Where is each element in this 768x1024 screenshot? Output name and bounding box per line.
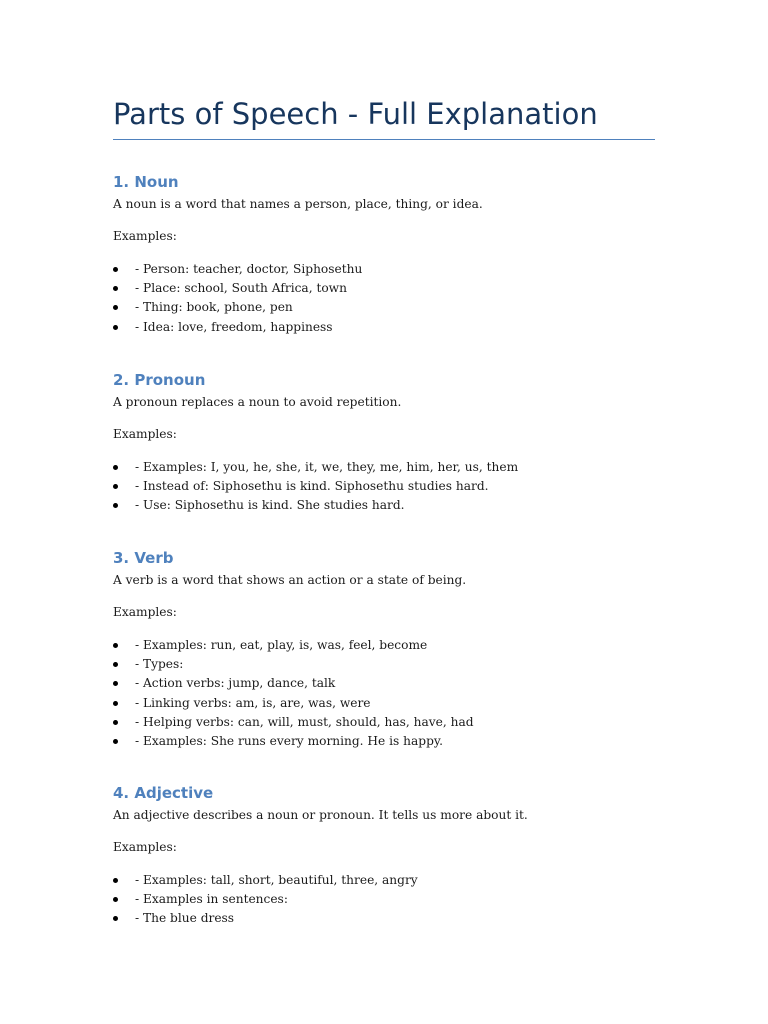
list-item-text: - Use: Siphosethu is kind. She studies hard.: [135, 498, 405, 513]
bullet-icon: [113, 897, 118, 902]
bullet-icon: [113, 325, 118, 330]
list-item: [113, 260, 673, 279]
list-item-text: - Helping verbs: can, will, must, should, has, have, had: [135, 714, 474, 729]
list-item-text: - The blue dress: [135, 911, 235, 926]
list-item: [113, 636, 673, 655]
section-definition: A verb is a word that shows an action or a state of being.: [113, 573, 467, 587]
bullet-icon: [113, 465, 118, 470]
list-item: [113, 713, 673, 732]
list-item-text: - Action verbs: jump, dance, talk: [135, 676, 336, 691]
bullet-icon: [113, 267, 118, 272]
section-adjective: [113, 783, 673, 929]
list-item: [113, 890, 673, 909]
bullet-icon: [113, 503, 118, 508]
bullet-icon: [113, 286, 118, 291]
bullet-icon: [113, 662, 118, 667]
list-item: [113, 871, 673, 890]
section-noun: [113, 172, 673, 337]
list-item-text: - Place: school, South Africa, town: [135, 281, 347, 296]
bullet-icon: [113, 681, 118, 686]
list-item: [113, 298, 673, 317]
examples-label: Examples:: [113, 229, 177, 243]
list-item: [113, 732, 673, 751]
list-item: [113, 694, 673, 713]
bullet-list: [113, 636, 673, 751]
list-item-text: - Examples: I, you, he, she, it, we, they, me, him, her, us, them: [135, 460, 519, 474]
bullet-icon: [113, 916, 118, 921]
list-item-text: - Person: teacher, doctor, Siphosethu: [135, 262, 363, 276]
section-verb: [113, 548, 673, 751]
bullet-icon: [113, 739, 118, 744]
bullet-icon: [113, 484, 118, 489]
list-item-text: - Idea: love, freedom, happiness: [135, 319, 333, 334]
list-item-text: - Types:: [135, 657, 184, 672]
examples-label: Examples:: [113, 840, 177, 854]
list-item-text: - Examples: She runs every morning. He is happy.: [135, 734, 444, 749]
list-item: [113, 458, 673, 477]
list-item-text: - Examples in sentences:: [135, 892, 288, 907]
list-item: [113, 477, 673, 496]
bullet-icon: [113, 305, 118, 310]
list-item-text: - Examples: run, eat, play, is, was, feel, become: [135, 638, 428, 652]
list-item-text: - Linking verbs: am, is, are, was, were: [135, 695, 371, 710]
bullet-icon: [113, 701, 118, 706]
examples-label: Examples:: [113, 605, 177, 619]
section-heading: 4. Adjective: [113, 784, 214, 802]
list-item: [113, 674, 673, 693]
section-heading: 3. Verb: [113, 549, 174, 567]
list-item: [113, 496, 673, 515]
section-definition: A noun is a word that names a person, place, thing, or idea.: [113, 197, 483, 211]
list-item-text: - Thing: book, phone, pen: [135, 300, 293, 315]
page-title: Parts of Speech - Full Explanation: [113, 97, 598, 131]
bullet-list: [113, 871, 673, 929]
bullet-list: [113, 260, 673, 337]
section-definition: An adjective describes a noun or pronoun. It tells us more about it.: [113, 808, 528, 822]
list-item-text: - Examples: tall, short, beautiful, three, angry: [135, 873, 418, 887]
bullet-list: [113, 458, 673, 516]
section-heading: 1. Noun: [113, 173, 179, 191]
list-item: [113, 279, 673, 298]
list-item: [113, 318, 673, 337]
title-divider: [113, 139, 655, 140]
section-definition: A pronoun replaces a noun to avoid repetition.: [113, 395, 402, 409]
bullet-icon: [113, 720, 118, 725]
list-item: [113, 655, 673, 674]
list-item: [113, 909, 673, 928]
list-item-text: - Instead of: Siphosethu is kind. Siphosethu studies hard.: [135, 479, 489, 494]
section-heading: 2. Pronoun: [113, 371, 206, 389]
bullet-icon: [113, 878, 118, 883]
examples-label: Examples:: [113, 427, 177, 441]
section-pronoun: [113, 370, 673, 516]
bullet-icon: [113, 643, 118, 648]
